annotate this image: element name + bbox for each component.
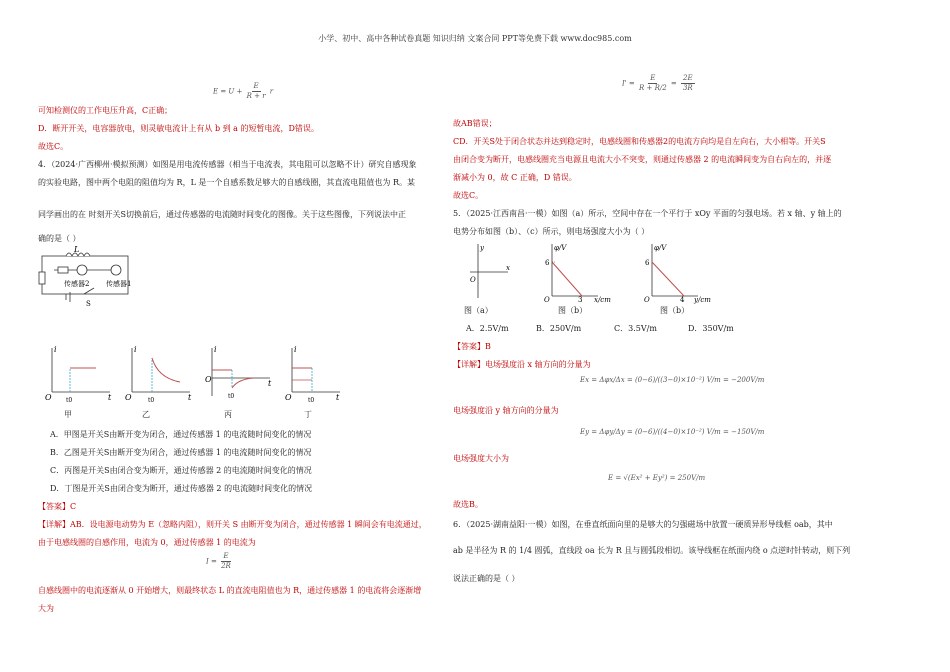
figure-c-graph xyxy=(642,242,722,302)
q5-line2: 电势分布如图（b）、（c）所示，则电场强度大小为（ ） xyxy=(453,227,650,236)
caption-bing: 丙 xyxy=(224,410,232,419)
graphs-row xyxy=(40,342,340,406)
graph-jia xyxy=(45,345,112,404)
svg-text:O: O xyxy=(644,296,650,304)
formula-ey: Ey = Δφy/Δy = (0−6)/((4−0)×10⁻²) V/m = −150V/m xyxy=(580,428,765,436)
figure-a-axes xyxy=(452,242,512,302)
q4-option-c: C．丙图是开关S由闭合变为断开，通过传感器 2 的电流随时间变化的情况 xyxy=(50,466,312,475)
q4-line1: 4．（2024·广西柳州·模拟预测）如图是用电流传感器（相当于电流表，其电阻可以忽略不计）研究自感现象 xyxy=(38,160,417,169)
q5-option-a: A．2.5V/m xyxy=(466,324,509,333)
svg-text:i: i xyxy=(134,345,137,354)
svg-text:O: O xyxy=(125,393,132,402)
q4-line2: 的实验电路，图中两个电阻的阻值均为 R，L 是一个自感系数足够大的自感线圈，其直流电阻值也为 R。某 xyxy=(38,178,415,187)
line-d-wrong: D．断开开关，电容器放电，则灵敏电流计上有从 b 到 a 的短暂电流，D错误。 xyxy=(38,124,319,133)
svg-text:O: O xyxy=(205,375,212,384)
choose-b: 故选B。 xyxy=(453,500,483,509)
caption-fig-a: 图（a） xyxy=(464,306,493,315)
q4-line3: 同学画出的在 时刻开关S切换前后，通过传感器的电流随时间变化的图像。关于这些图像，下列说法中正 xyxy=(38,210,407,219)
q5-option-b: B．250V/m xyxy=(536,324,582,333)
svg-text:O: O xyxy=(285,393,292,402)
q4-option-a: A．甲图是开关S由断开变为闭合，通过传感器 1 的电流随时间变化的情况 xyxy=(50,430,312,439)
cd-line3: 渐减小为 0，故 C 正确，D 错误。 xyxy=(453,173,577,182)
formula-i: I = $\frac{E}{2R}$ xyxy=(206,552,231,570)
page-header: 小学、初中、高中各种试卷真题 知识归纳 文案合同 PPT等免费下载 www.doc985.com xyxy=(318,34,632,43)
caption-jia: 甲 xyxy=(64,410,72,419)
figure-b-graph xyxy=(542,242,622,302)
svg-text:O: O xyxy=(45,393,52,402)
svg-text:t: t xyxy=(336,393,340,402)
choose-c-right: 故选C。 xyxy=(453,191,484,200)
q6-line3: 说法正确的是（ ） xyxy=(453,574,520,583)
q5-detail1: 【详解】电场强度沿 x 轴方向的分量为 xyxy=(453,360,591,369)
label-s: S xyxy=(86,300,91,308)
q4-answer: 【答案】C xyxy=(38,502,77,511)
choose-c: 故选C。 xyxy=(38,142,69,151)
svg-text:4: 4 xyxy=(680,296,685,304)
q5-detail3: 电场强度大小为 xyxy=(453,454,509,463)
q5-answer: 【答案】B xyxy=(453,342,491,351)
svg-text:6: 6 xyxy=(545,259,550,267)
formula-i-prime: I' = $\frac{E}{R + R/2}$ = $\frac{2E}{3R}$ xyxy=(622,74,693,92)
q5-option-c: C．3.5V/m xyxy=(614,324,657,333)
graph-yi xyxy=(125,345,192,404)
label-sensor1: 传感器1 xyxy=(106,280,132,288)
caption-ding: 丁 xyxy=(304,410,312,419)
svg-text:6: 6 xyxy=(645,259,650,267)
cd-line2: 由闭合变为断开，电感线圈充当电源且电流大小不突变，则通过传感器 2 的电流瞬间变为自右向左的，并逐 xyxy=(453,155,832,164)
caption-fig-c: 图（b） xyxy=(660,306,690,315)
svg-text:i: i xyxy=(54,345,57,354)
caption-fig-b: 图（b） xyxy=(558,306,588,315)
caption-yi: 乙 xyxy=(142,410,150,419)
q4-detail1: 【详解】AB．设电源电动势为 E（忽略内阻），则开关 S 由断开变为闭合，通过传感器 1 瞬间会有电流通过， xyxy=(38,520,427,529)
svg-text:t0: t0 xyxy=(66,397,73,404)
q5-detail2: 电场强度沿 y 轴方向的分量为 xyxy=(453,406,559,415)
svg-text:t0: t0 xyxy=(228,393,235,400)
svg-text:t0: t0 xyxy=(308,397,315,404)
q6-line1: 6．（2025·湖南益阳·一模）如图，在垂直纸面向里的是够大的匀强磁场中放置一硬质异形导线框 oab，其中 xyxy=(453,520,833,529)
ab-wrong: 故AB错误； xyxy=(453,119,497,128)
q4-detail2: 由于电感线圈的自感作用，电流为 0，通过传感器 1 的电流为 xyxy=(38,538,256,547)
q4-option-d: D．丁图是开关S由闭合变为断开，通过传感器 2 的电流随时间变化的情况 xyxy=(50,484,313,493)
svg-text:3: 3 xyxy=(578,296,583,304)
svg-text:t: t xyxy=(188,393,192,402)
svg-text:t: t xyxy=(268,379,272,388)
svg-text:t: t xyxy=(108,393,112,402)
svg-text:i: i xyxy=(294,345,297,354)
svg-text:y: y xyxy=(480,244,484,252)
q4-line4: 确的是（ ） xyxy=(38,234,81,243)
graph-ding xyxy=(285,345,340,404)
q6-line2: ab 是半径为 R 的 1/4 圆弧，直线段 oa 长为 R 且与圆弧段相切。该导线框在纸面内绕 o 点逆时针转动，则下列 xyxy=(453,546,851,555)
svg-text:x: x xyxy=(506,264,510,272)
svg-text:y/cm: y/cm xyxy=(694,296,711,304)
q4-option-b: B．乙图是开关S由断开变为闭合，通过传感器 1 的电流随时间变化的情况 xyxy=(50,448,312,457)
cd-line1: CD．开关S处于闭合状态并达到稳定时，电感线圈和传感器2的电流方向均是自左向右，大小相等。开关S xyxy=(453,137,826,146)
formula-ex: Ex = Δφx/Δx = (0−6)/((3−0)×10⁻²) V/m = −200V/m xyxy=(580,376,765,384)
svg-text:φ/V: φ/V xyxy=(654,244,667,252)
q5-option-d: D．350V/m xyxy=(688,324,734,333)
svg-text:φ/V: φ/V xyxy=(554,244,567,252)
q4-detail3: 自感线圈中的电流逐渐从 0 开始增大，则最终状态 L 的直流电阻值也为 R，通过传感器 1 的电流将会逐渐增 xyxy=(38,586,422,595)
label-sensor2: 传感器2 xyxy=(64,280,90,288)
graph-bing xyxy=(205,345,272,400)
formula-e-u: E = U + $\frac{E}{R + r}$ r xyxy=(213,82,274,100)
q5-line1: 5．（2025·江西南昌·一模）如图（a）所示，空间中存在一个平行于 xOy 平面的匀强电场。若 x 轴、y 轴上的 xyxy=(453,209,842,218)
svg-text:O: O xyxy=(544,296,550,304)
svg-text:O: O xyxy=(470,276,476,284)
label-l: L xyxy=(74,245,80,254)
svg-text:t0: t0 xyxy=(148,397,155,404)
svg-text:x/cm: x/cm xyxy=(594,296,611,304)
line-c-correct: 可知检测仪的工作电压升高，C正确； xyxy=(38,106,173,115)
q4-detail4: 大为 xyxy=(38,604,54,613)
svg-text:i: i xyxy=(214,345,217,354)
circuit-diagram xyxy=(36,246,136,308)
formula-e: E = √(Ex² + Ey²) = 250V/m xyxy=(608,474,706,482)
